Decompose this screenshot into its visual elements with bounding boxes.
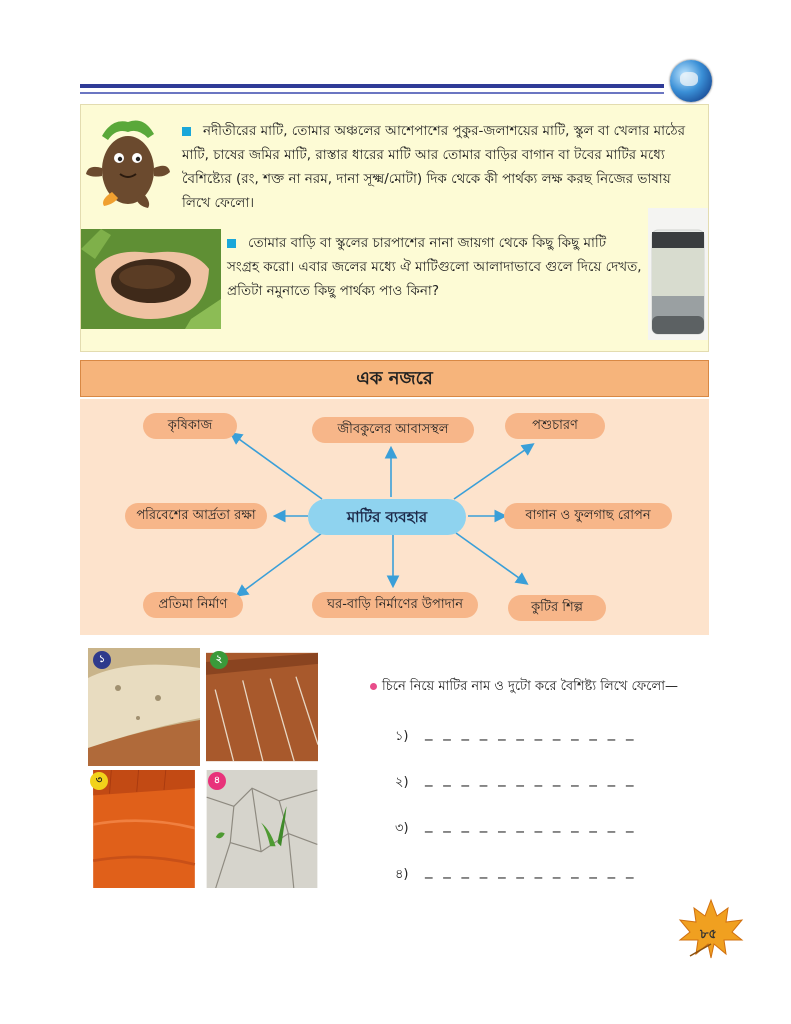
bullet-square-icon: [182, 127, 191, 136]
answer-blank-4[interactable]: _ _ _ _ _ _ _ _ _ _ _ _: [425, 861, 637, 879]
globe-icon: [670, 60, 712, 102]
photo-number-3: ৩: [90, 772, 108, 790]
overview-title: এক নজরে: [356, 368, 433, 389]
bullet-dot-icon: [370, 683, 377, 690]
use-building: ঘর-বাড়ি নির্মাণের উপাদান: [312, 592, 478, 618]
use-cottage-industry: কুটির শিল্প: [508, 595, 606, 621]
center-node: মাটির ব্যবহার: [308, 499, 466, 535]
exercise-instruction: চিনে নিয়ে মাটির নাম ও দুটো করে বৈশিষ্ট্য লিখে ফেলো—: [370, 677, 678, 698]
use-farming: কৃষিকাজ: [143, 413, 237, 439]
header-rule-thin: [80, 92, 664, 94]
arrow-cottage: [456, 533, 526, 583]
arrow-grazing: [454, 445, 532, 499]
answer-number-4: ৪): [395, 867, 409, 882]
answer-number-1: ১): [395, 729, 409, 744]
arrow-farming: [232, 434, 322, 499]
soil-in-hands-image: [81, 229, 221, 329]
answer-blank-2[interactable]: _ _ _ _ _ _ _ _ _ _ _ _: [425, 769, 637, 787]
answer-blank-1[interactable]: _ _ _ _ _ _ _ _ _ _ _ _: [425, 723, 637, 741]
use-grazing: পশুচারণ: [505, 413, 605, 439]
activity-paragraph-2: তোমার বাড়ি বা স্কুলের চারপাশের নানা জায়গা থেকে কিছু কিছু মাটি সংগ্রহ করো। এবার জলের মধ্যে ঐ মাটিগুলো আলাদাভাবে গুলে দিয়ে দেখত, প্রতিটা নমুনাতে কিছু পার্থক্য পাও কিনা?: [227, 235, 642, 299]
use-moisture: পরিবেশের আর্দ্রতা রক্ষা: [125, 503, 267, 529]
arrow-idol: [238, 533, 322, 595]
answer-number-3: ৩): [395, 821, 409, 836]
answer-number-2: ২): [395, 775, 409, 790]
answer-blank-3[interactable]: _ _ _ _ _ _ _ _ _ _ _ _: [425, 815, 637, 833]
page-number: ৮৫: [700, 927, 717, 942]
bullet-square-icon: [227, 239, 236, 248]
photo-number-1: ১: [93, 651, 111, 669]
use-habitat: জীবকুলের আবাসস্থল: [312, 417, 474, 443]
soil-mascot-icon: [82, 108, 174, 218]
use-idol-making: প্রতিমা নির্মাণ: [143, 592, 243, 618]
header-rule: [80, 84, 664, 88]
activity-paragraph-1: নদীতীরের মাটি, তোমার অঞ্চলের আশেপাশের পুকুর-জলাশয়ের মাটি, স্কুল বা খেলার মাঠের মাটি, চাষের জমির মাটি, রাস্তার ধারের মাটি আর তোমার বাড়ির বাগান বা টবের মাটির মধ্যে বৈশিষ্ট্যের (রং, শক্ত না নরম, দানা সূক্ষ্ম/মোটা) দিক থেকে কী পার্থক্য লক্ষ করছ নিজের ভাষায় লিখে ফেলো।: [182, 123, 686, 211]
use-gardening: বাগান ও ফুলগাছ রোপন: [504, 503, 672, 529]
soil-water-bottle-image: [648, 208, 708, 340]
photo-number-4: ৪: [208, 772, 226, 790]
photo-number-2: ২: [210, 651, 228, 669]
